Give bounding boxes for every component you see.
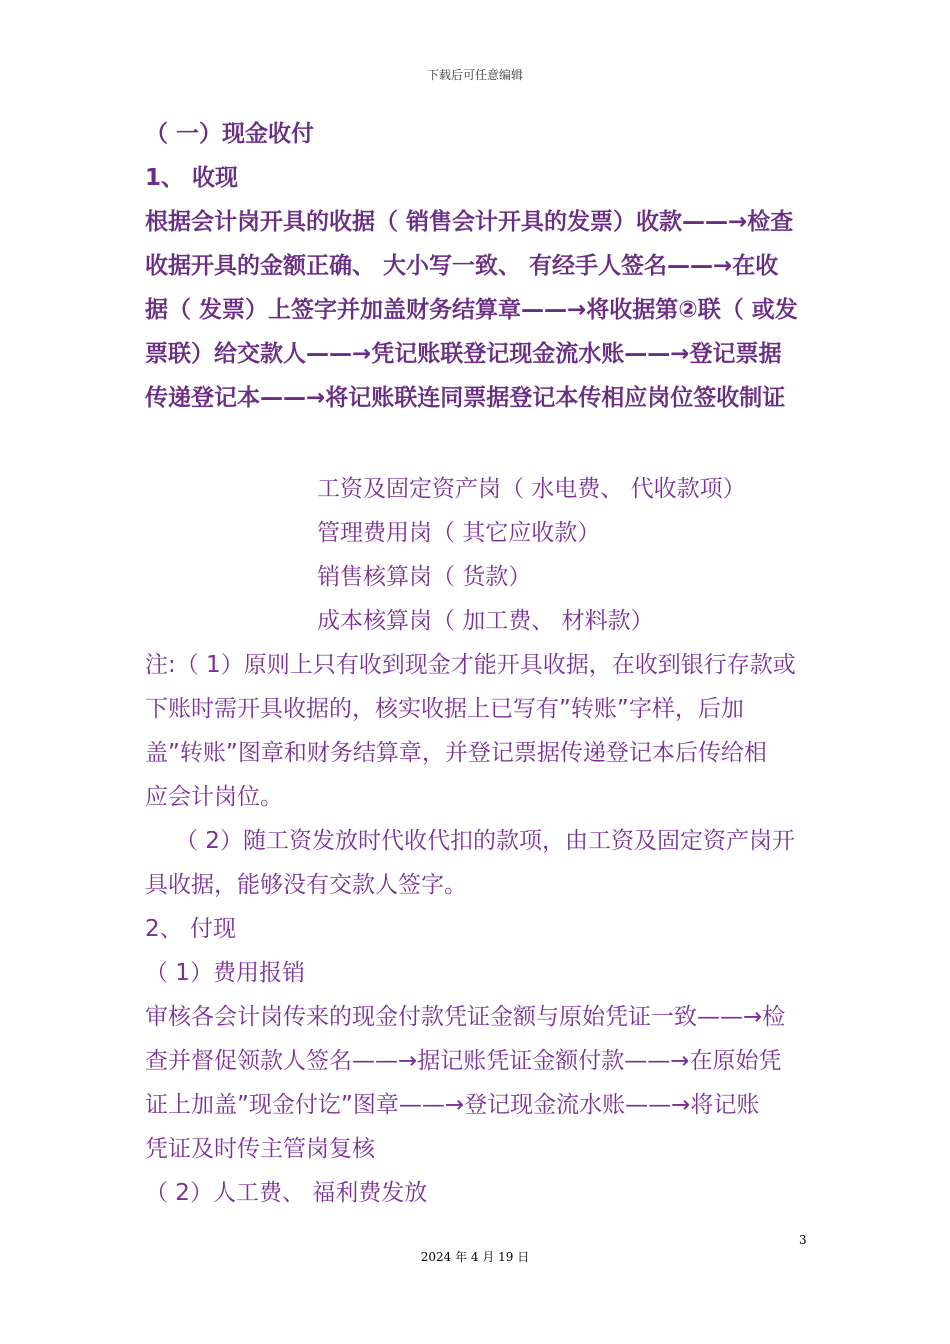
- note-line: 盖”转账”图章和财务结算章，并登记票据传递登记本后传给相: [145, 740, 767, 766]
- note-line: 注:（ 1）原则上只有收到现金才能开具收据，在收到银行存款或: [145, 652, 796, 678]
- page-footer-date: 2024 年 4 月 19 日: [420, 1250, 530, 1264]
- procedure-line: 票联）给交款人——→凭记账联登记现金流水账——→登记票据: [145, 341, 782, 367]
- procedure-line: 审核各会计岗传来的现金付款凭证金额与原始凭证一致——→检: [145, 1004, 786, 1030]
- subsection-expense-reimbursement: （ 1）费用报销: [145, 960, 305, 986]
- document-body: [145, 112, 805, 1215]
- procedure-line: 根据会计岗开具的收据（ 销售会计开具的发票）收款——→检查: [145, 209, 794, 235]
- post-list-item: 销售核算岗（ 货款）: [317, 564, 532, 590]
- post-list-item: 工资及固定资产岗（ 水电费、 代收款项）: [317, 476, 746, 502]
- procedure-line: 凭证及时传主管岗复核: [145, 1136, 375, 1162]
- procedure-line: 收据开具的金额正确、 大小写一致、 有经手人签名——→在收: [145, 253, 779, 279]
- note-line: （ 2）随工资发放时代收代扣的款项，由工资及固定资产岗开: [175, 828, 795, 854]
- post-list-item: 管理费用岗（ 其它应收款）: [317, 520, 601, 546]
- post-list-item: 成本核算岗（ 加工费、 材料款）: [317, 608, 654, 634]
- note-line: 下账时需开具收据的，核实收据上已写有”转账”字样，后加: [145, 696, 744, 722]
- spacer: [145, 420, 805, 467]
- page-header: 下载后可任意编辑: [426, 68, 523, 82]
- subsection-labor-welfare: （ 2）人工费、 福利费发放: [145, 1180, 428, 1206]
- note-line: 应会计岗位。: [145, 784, 283, 810]
- procedure-line: 据（ 发票）上签字并加盖财务结算章——→将收据第②联（ 或发: [145, 297, 798, 323]
- page-number: 3: [799, 1233, 807, 1247]
- procedure-line: 查并督促领款人签名——→据记账凭证金额付款——→在原始凭: [145, 1048, 782, 1074]
- procedure-line: 证上加盖”现金付讫”图章——→登记现金流水账——→将记账: [145, 1092, 760, 1118]
- section-title: （ 一）现金收付: [145, 121, 315, 147]
- note-line: 具收据，能够没有交款人签字。: [145, 872, 467, 898]
- subsection-receive-cash: 1、 收现: [145, 165, 239, 191]
- subsection-pay-cash: 2、 付现: [145, 916, 236, 942]
- procedure-line: 传递登记本——→将记账联连同票据登记本传相应岗位签收制证: [145, 385, 786, 411]
